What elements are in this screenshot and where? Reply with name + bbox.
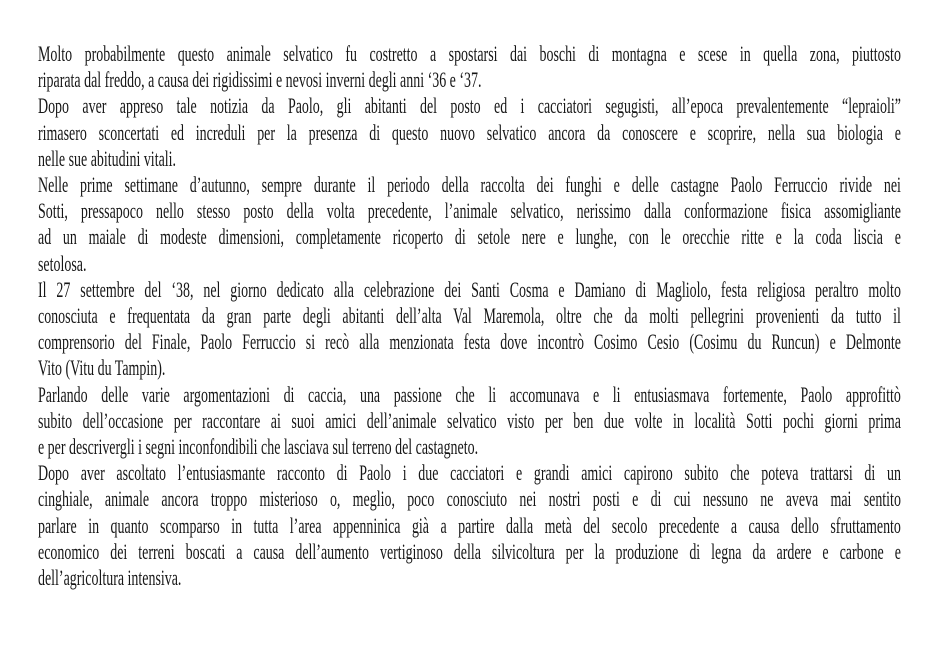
text-line: Dopo aver ascoltato l’entusiasmante racconto di Paolo i due cacciatori e grandi amici capirono subito che poteva trattarsi di un: [38, 460, 901, 486]
text-line: e per descrivergli i segni inconfondibili che lasciava sul terreno del castagneto.: [38, 434, 479, 460]
text-line: Parlando delle varie argomentazioni di caccia, una passione che li accomunava e li entusiasmava fortemente, Paolo approfittò: [38, 381, 901, 407]
text-line: parlare in quanto scomparso in tutta l’area appenninica già a partire dalla metà del secolo precedente a causa dello sfruttamento: [38, 512, 901, 538]
paragraph-6: [38, 460, 901, 591]
text-line: ad un maiale di modeste dimensioni, completamente ricoperto di setole nere e lunghe, con le orecchie ritte e la coda liscia e: [38, 224, 901, 250]
text-line: Dopo aver appreso tale notizia da Paolo, gli abitanti del posto ed i cacciatori segugisti, all’epoca prevalentemente “lepraioli”: [38, 93, 901, 119]
text-line: Molto probabilmente questo animale selvatico fu costretto a spostarsi dai boschi di montagna e scese in quella zona, piuttosto: [38, 41, 901, 66]
paragraph-4: [38, 277, 901, 382]
text-line: conosciuta e frequentata da gran parte degli abitanti dell’alta Val Maremola, oltre che da molti pellegrini provenienti da tutto il: [38, 303, 901, 329]
text-line: riparata dal freddo, a causa dei rigidissimi e nevosi inverni degli anni ‘36 e ‘37.: [38, 67, 482, 93]
text-line: subito dell’occasione per raccontare ai suoi amici dell’animale selvatico visto per ben due volte in località Sotti pochi giorni prima: [38, 407, 901, 433]
text-line: dell’agricoltura intensiva.: [38, 565, 182, 591]
text-line: nelle sue abitudini vitali.: [38, 145, 177, 171]
text-line: Il 27 settembre del ‘38, nel giorno dedicato alla celebrazione dei Santi Cosma e Damiano di Magliolo, festa religiosa peraltro molto: [38, 276, 901, 302]
text-line: setolosa.: [38, 250, 87, 276]
paragraph-3: [38, 172, 901, 277]
text-line: cinghiale, animale ancora troppo misterioso o, meglio, poco conosciuto nei nostri posti e di cui nessuno ne aveva mai sentito: [38, 486, 901, 512]
text-line: comprensorio del Finale, Paolo Ferruccio si recò alla menzionata festa dove incontrò Cosimo Cesio (Cosimu du Runcun) e Delmonte: [38, 329, 901, 355]
paragraph-1: [38, 41, 901, 93]
text-line: rimasero sconcertati ed increduli per la presenza di questo nuovo selvatico ancora da conoscere e scoprire, nella sua biologia e: [38, 119, 901, 145]
text-line: Vito (Vitu du Tampin).: [38, 355, 166, 381]
text-line: Nelle prime settimane d’autunno, sempre durante il periodo della raccolta dei funghi e delle castagne Paolo Ferruccio rivide nei: [38, 172, 901, 198]
text-line: economico dei terreni boscati a causa dell’aumento vertiginoso della silvicoltura per la produzione di legna da ardere e carbone e: [38, 538, 901, 564]
text-line: Sotti, pressapoco nello stesso posto della volta precedente, l’animale selvatico, nerissimo dalla conformazione fisica assomigliante: [38, 198, 901, 224]
paragraph-5: [38, 382, 901, 461]
text-block: [38, 41, 901, 591]
paragraph-2: [38, 93, 901, 172]
